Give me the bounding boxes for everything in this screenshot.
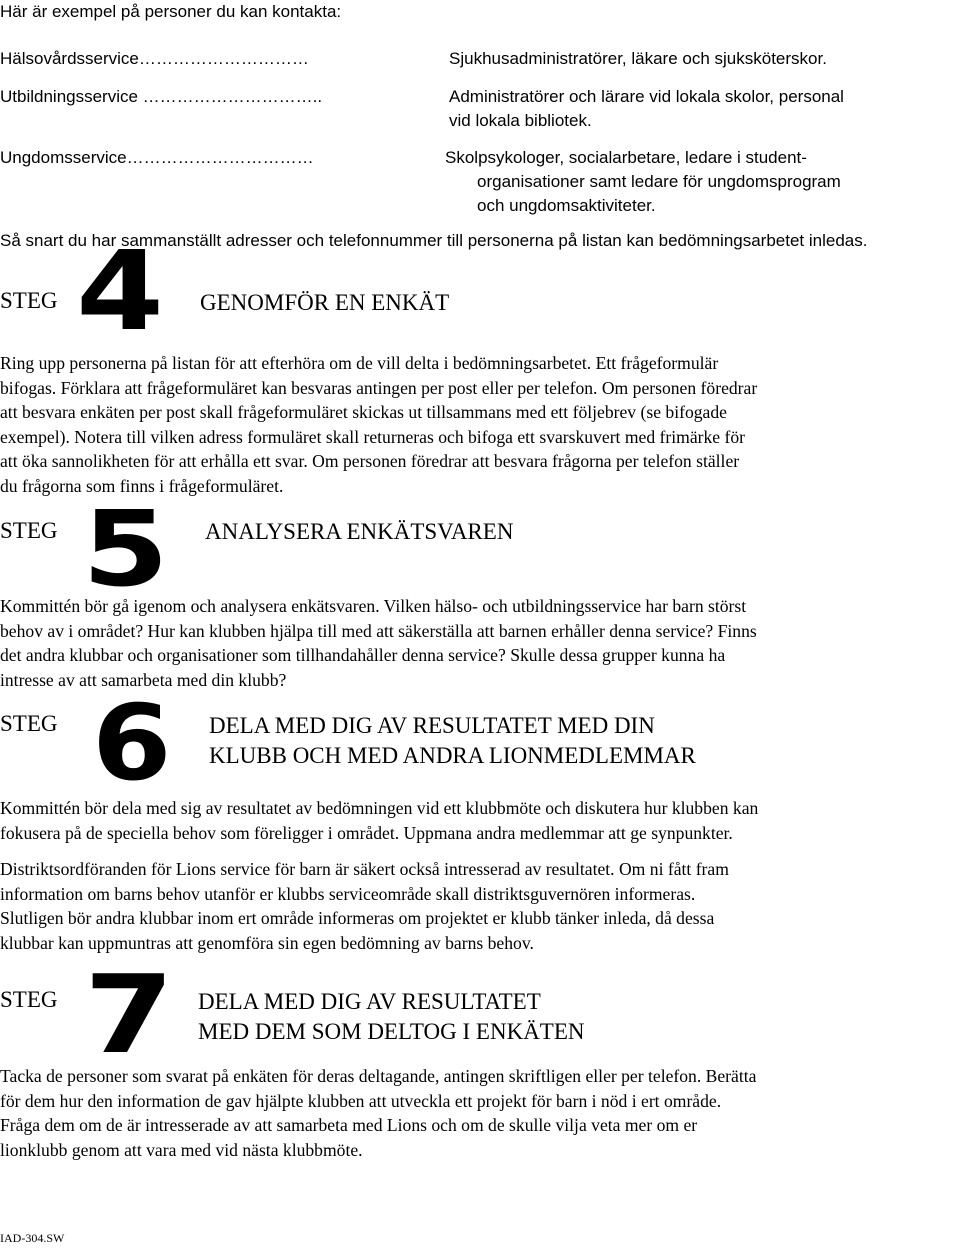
step-5-label: STEG: [0, 518, 58, 543]
contact-desc-education-2: vid lokala bibliotek.: [449, 111, 592, 130]
intro-text: Här är exempel på personer du kan kontakta:: [0, 2, 342, 21]
step-6-body: Kommittén bör dela med sig av resultatet av bedömningen vid ett klubbmöte och diskutera hur klubben kan fokusera på de speciella behov som föreligger i området. Uppmana andra medlemmar att ge synpunkter.: [0, 798, 759, 843]
step-4-title: GENOMFÖR EN ENKÄT: [200, 290, 450, 315]
step-7-body: Tacka de personer som svarat på enkäten för deras deltagande, antingen skriftligen eller per telefon. Berätta för dem hur den information de gav hjälpte klubben att utveckla ett projekt för barn i nöd i ert område. Fråga dem om de är intresserade av att samarbeta med Lions och om de skulle vilja veta mer om er lionklubb genom att vara med vid nästa klubbmöte.: [0, 1066, 757, 1160]
contact-label-youth: Ungdomsservice……………………………: [0, 148, 314, 167]
contact-desc-youth-3: och ungdomsaktiviteter.: [477, 196, 656, 215]
step-6-title-line-1: DELA MED DIG AV RESULTATET MED DIN: [209, 713, 655, 738]
step-5-number: 5: [82, 488, 169, 610]
contact-label-health: Hälsovårdsservice…………………………: [0, 49, 309, 68]
step-6-label: STEG: [0, 711, 58, 736]
document-code: IAD-304.SW: [0, 1231, 65, 1245]
step-7-label: STEG: [0, 987, 58, 1012]
step-4-number: 4: [76, 227, 165, 355]
step-6-title-line-2: KLUBB OCH MED ANDRA LIONMEDLEMMAR: [209, 743, 696, 768]
summary-text: Så snart du har sammanställt adresser och telefonnummer till personerna på listan kan bedömningsarbetet inledas.: [0, 231, 868, 250]
contact-label-education: Utbildningsservice …………………………..: [0, 87, 323, 106]
step-4-body: Ring upp personerna på listan för att efterhöra om de vill delta i bedömningsarbetet. Ett frågeformulär bifogas. Förklara att frågeformuläret kan besvaras antingen per post eller per telefon. Om personen föredrar att besvara enkäten per post skall frågeformuläret skickas ut tillsammans med ett följebrev (se bifogade exempel). Notera till vilken adress formuläret skall returneras och bifoga ett svarskuvert med frimärke för att öka sannolikheten för att erhålla ett svar. Om personen föredrar att besvara frågorna per telefon ställer du frågorna som finns i frågeformuläret.: [0, 353, 758, 496]
contact-desc-youth-2: organisationer samt ledare för ungdomsprogram: [477, 172, 841, 191]
step-5-body: Kommittén bör gå igenom och analysera enkätsvaren. Vilken hälso- och utbildningsservice har barn störst behov av i området? Hur kan klubben hjälpa till med att säkerställa att barnen erhåller denna service? Finns det andra klubbar och organisationer som tillhandahåller denna service? Skulle dessa grupper kunna ha intresse av att samarbeta med din klubb?: [0, 596, 757, 690]
step-6-body-2: Distriktsordföranden för Lions service för barn är säkert också intresserad av resultatet. Om ni fått fram information om barns behov utanför er klubbs serviceområde skall distriktsguvernören informeras. Slutligen bör andra klubbar inom ert område informeras om projektet er klubb tänker inleda, då dessa klubbar kan uppmuntras att genomföra sin egen bedömning av barns behov.: [0, 859, 729, 953]
contact-desc-youth: Skolpsykologer, socialarbetare, ledare i student-: [445, 148, 807, 167]
step-7-title-line-1: DELA MED DIG AV RESULTATET: [198, 989, 541, 1014]
step-7-number: 7: [84, 953, 175, 1078]
step-4-label: STEG: [0, 288, 58, 313]
step-5-title: ANALYSERA ENKÄTSVAREN: [205, 519, 514, 544]
contact-desc-health: Sjukhusadministratörer, läkare och sjuksköterskor.: [449, 49, 827, 68]
step-7-title-line-2: MED DEM SOM DELTOG I ENKÄTEN: [198, 1019, 585, 1044]
step-6-number: 6: [92, 682, 172, 804]
contact-desc-education: Administratörer och lärare vid lokala skolor, personal: [449, 87, 844, 106]
